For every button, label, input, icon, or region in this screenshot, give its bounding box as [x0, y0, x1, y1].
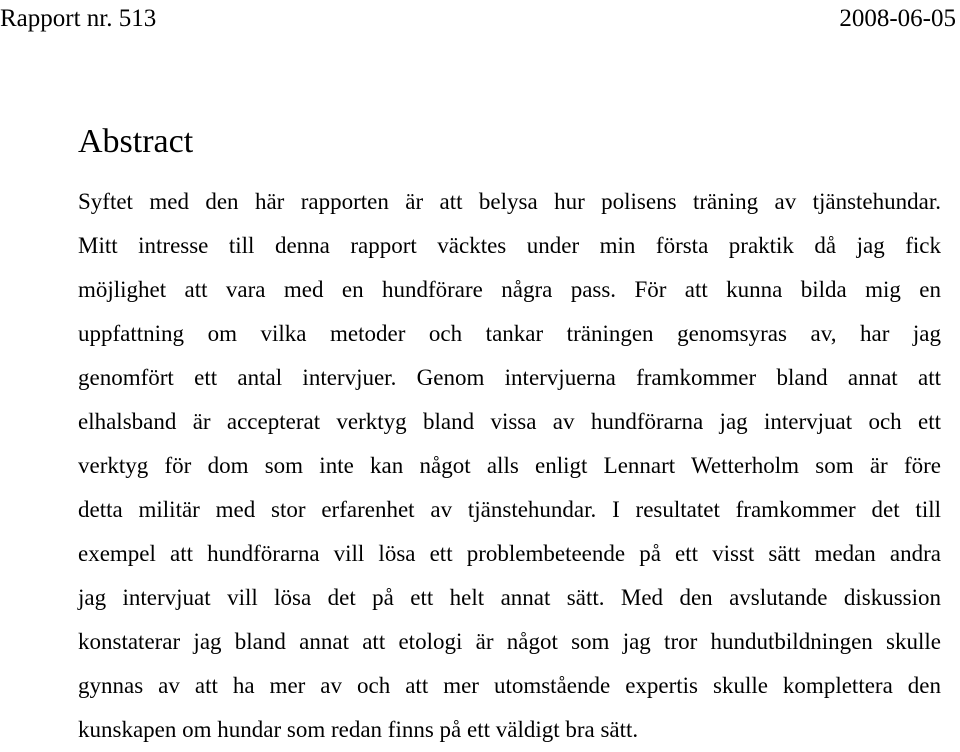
report-number: Rapport nr. 513	[0, 5, 157, 32]
paragraph-line: Syftet med den här rapporten är att belysa hur polisens träning av tjänstehundar.	[78, 189, 941, 214]
paragraph-line: kunskapen om hundar som redan finns på ett väldigt bra sätt.	[78, 717, 639, 742]
paragraph-line: exempel att hundförarna vill lösa ett problembeteende på ett visst sätt medan andra	[78, 541, 941, 566]
paragraph-line: jag intervjuat vill lösa det på ett helt annat sätt. Med den avslutande diskussion	[78, 585, 941, 610]
paragraph-line: verktyg för dom som inte kan något alls enligt Lennart Wetterholm som är före	[78, 453, 941, 478]
abstract-paragraph	[78, 180, 941, 752]
paragraph-line: konstaterar jag bland annat att etologi är något som jag tror hundutbildningen skulle	[78, 629, 941, 654]
paragraph-line: genomfört ett antal intervjuer. Genom intervjuerna framkommer bland annat att	[78, 365, 941, 390]
section-heading: Abstract	[78, 123, 194, 160]
paragraph-line: elhalsband är accepterat verktyg bland vissa av hundförarna jag intervjuat och ett	[78, 409, 941, 434]
paragraph-line: detta militär med stor erfarenhet av tjänstehundar. I resultatet framkommer det till	[78, 497, 941, 522]
paragraph-line: uppfattning om vilka metoder och tankar träningen genomsyras av, har jag	[78, 321, 941, 346]
report-date: 2008-06-05	[839, 5, 956, 32]
paragraph-line: möjlighet att vara med en hundförare några pass. För att kunna bilda mig en	[78, 277, 941, 302]
paragraph-line: gynnas av att ha mer av och att mer utomstående expertis skulle komplettera den	[78, 673, 941, 698]
paragraph-line: Mitt intresse till denna rapport väcktes under min första praktik då jag fick	[78, 233, 941, 258]
